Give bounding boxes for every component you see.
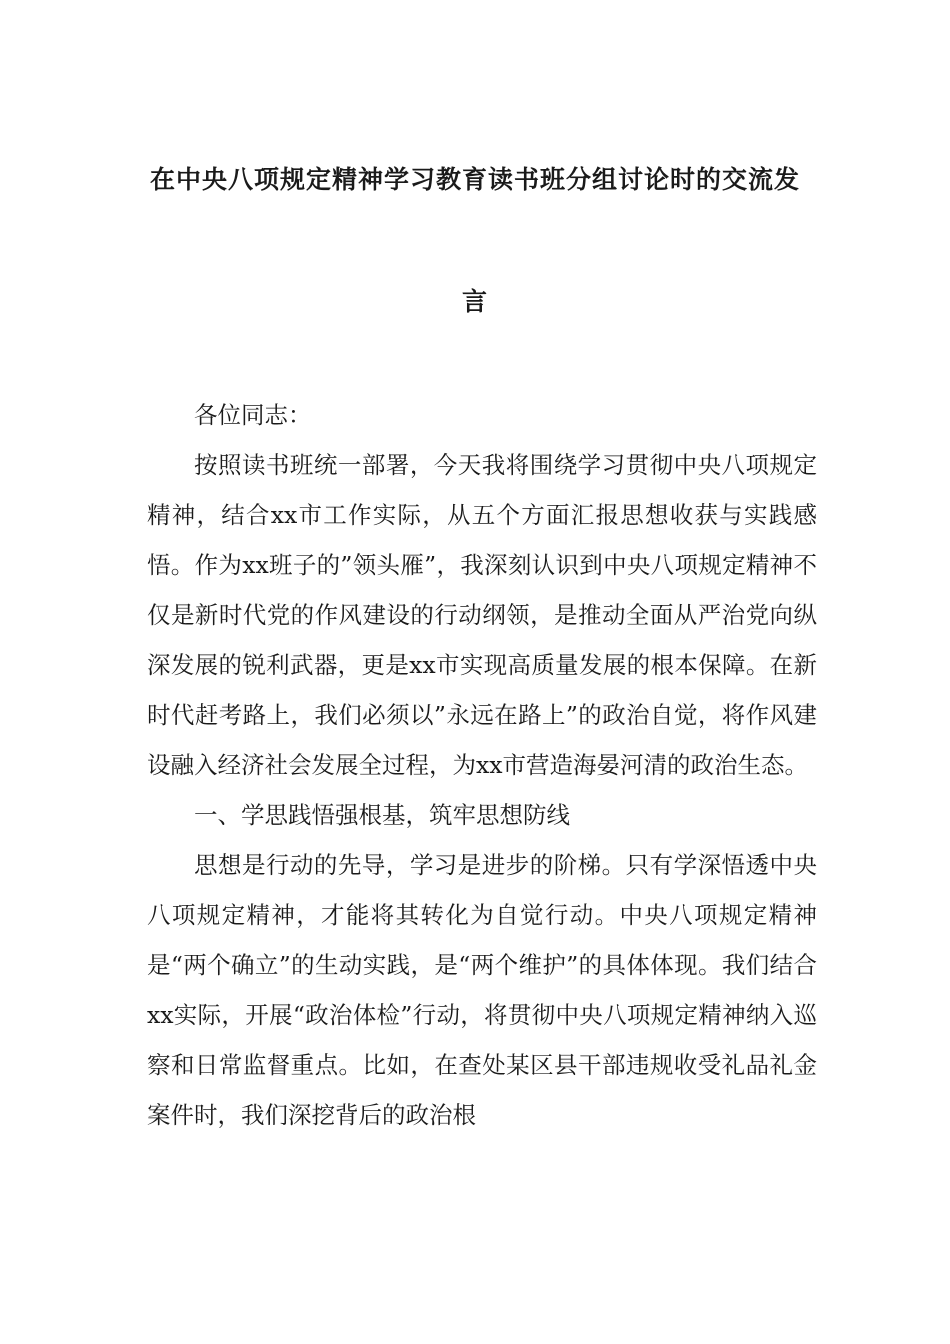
- document-body: [147, 390, 817, 1140]
- intro-paragraph: 按照读书班统一部署，今天我将围绕学习贯彻中央八项规定精神，结合xx市工作实际，从五个方面汇报思想收获与实践感悟。作为xx班子的”领头雁”，我深刻认识到中央八项规定精神不仅是新时代党的作风建设的行动纲领，是推动全面从严治党向纵深发展的锐利武器，更是xx市实现高质量发展的根本保障。在新时代赶考路上，我们必须以”永远在路上”的政治自觉，将作风建设融入经济社会发展全过程，为xx市营造海晏河清的政治生态。: [147, 451, 817, 779]
- section-heading-1: 一、学思践悟强根基，筑牢思想防线: [194, 801, 570, 829]
- salutation: 各位同志：: [194, 401, 312, 429]
- section-1-paragraph: 思想是行动的先导，学习是进步的阶梯。只有学深悟透中央八项规定精神，才能将其转化为自觉行动。中央八项规定精神是“两个确立”的生动实践，是“两个维护”的具体体现。我们结合xx实际，开展“政治体检”行动，将贯彻中央八项规定精神纳入巡察和日常监督重点。比如，在查处某区县干部违规收受礼品礼金案件时，我们深挖背后的政治根: [147, 851, 817, 1129]
- document-title-line1: 在中央八项规定精神学习教育读书班分组讨论时的交流发: [149, 165, 800, 194]
- document-title-line2: 言: [461, 287, 488, 316]
